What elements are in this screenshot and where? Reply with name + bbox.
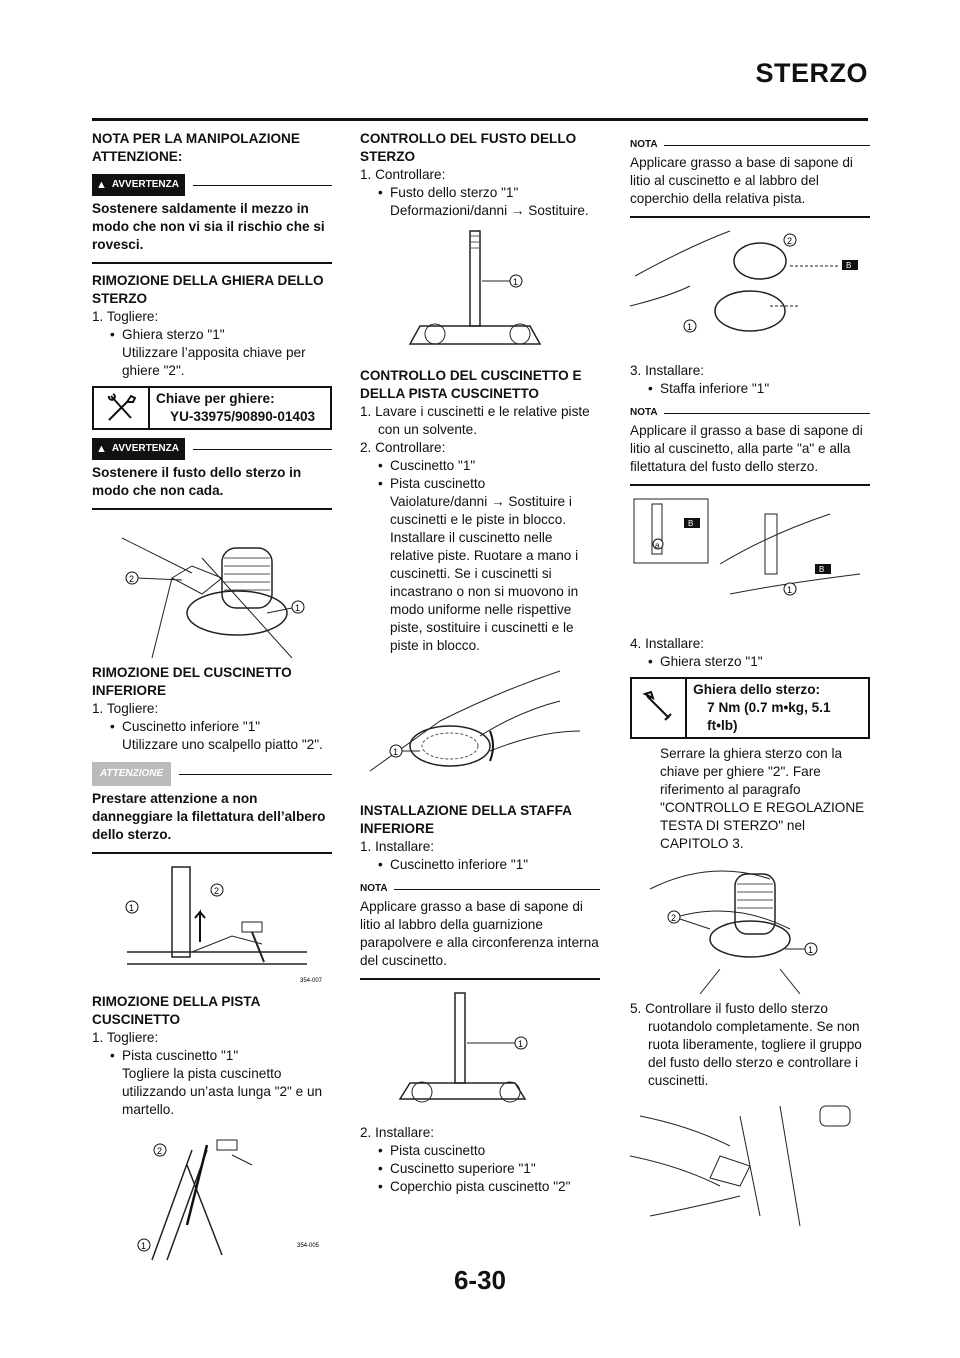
bullet: • Cuscinetto superiore "1" [360, 1160, 600, 1178]
nota-header: NOTA [630, 136, 870, 154]
svg-text:1: 1 [129, 903, 135, 913]
warning-text: Sostenere saldamente il mezzo in modo che non vi sia il rischio che si rovesci. [92, 201, 325, 252]
caution-box [92, 762, 332, 854]
figure-bearing-grease [630, 226, 870, 356]
caution-badge: ATTENZIONE [92, 762, 171, 786]
section-title-lower-bearing: RIMOZIONE DEL CUSCINETTO INFERIORE [92, 665, 292, 698]
svg-text:B: B [846, 261, 852, 270]
figure-lower-bearing-removal [92, 862, 332, 987]
figure-ring-tightening [630, 859, 870, 994]
bullet: • Coperchio pista cuscinetto "2" [360, 1178, 600, 1196]
svg-text:2: 2 [214, 886, 220, 896]
section-title-lower-bracket: INSTALLAZIONE DELLA STAFFA INFERIORE [360, 803, 572, 836]
page-title: STERZO [755, 58, 868, 88]
bullet: • Ghiera sterzo "1" [630, 653, 870, 671]
warning-triangle-icon: ▲ [96, 443, 107, 455]
sub-text: Utilizzare l’apposita chiave per ghiere "2". [122, 345, 306, 378]
figure-code: 354-005 [297, 1243, 320, 1249]
nota-text: Applicare grasso a base di sapone di litio al cuscinetto e al labbro del coperchio della relativa pista. [630, 155, 853, 206]
bullet: • Fusto dello sterzo "1" [360, 184, 600, 202]
svg-text:1: 1 [787, 585, 793, 595]
step: 3. Installare: [630, 363, 705, 378]
tool-box-ring-wrench: Chiave per ghiere: YU-33975/90890-01403 [92, 386, 332, 430]
svg-text:1: 1 [687, 322, 693, 332]
warning-box-2 [92, 438, 332, 510]
section-title-handling: NOTA PER LA MANIPOLAZIONE ATTENZIONE: [92, 131, 300, 164]
svg-text:a: a [655, 541, 660, 550]
bullet: • Staffa inferiore "1" [630, 380, 870, 398]
warning-triangle-icon: ▲ [96, 179, 107, 191]
figure-code: 354-007 [300, 978, 323, 984]
figure-lower-bracket-grease [630, 494, 870, 629]
step: 1. Controllare: [360, 167, 446, 182]
bullet: • Cuscinetto inferiore "1" [92, 718, 332, 736]
column-1 [92, 130, 332, 1271]
svg-text:2: 2 [671, 913, 677, 923]
step: 2. Controllare: [360, 440, 446, 455]
svg-text:1: 1 [393, 747, 399, 757]
section-title-stem-check: CONTROLLO DEL FUSTO DELLO STERZO [360, 131, 577, 164]
svg-text:1: 1 [808, 945, 814, 955]
step: 5. Controllare il fusto dello sterzo ruotandolo completamente. Se non ruota liberamente, togliere il gruppo del fusto dello sterzo e controllare i cuscinetti. [630, 1001, 862, 1088]
warning-badge: ▲ AVVERTENZA [92, 438, 185, 460]
caution-text: Prestare attenzione a non danneggiare la filettatura dell’albero dello sterzo. [92, 791, 326, 842]
step: 4. Installare: [630, 636, 705, 651]
bullet: • Pista cuscinetto "1" [92, 1047, 332, 1065]
svg-text:2: 2 [157, 1146, 163, 1156]
bullet: • Pista cuscinetto [360, 1142, 600, 1160]
sub-text: Utilizzare uno scalpello piatto "2". [122, 737, 323, 752]
warning-badge: ▲ AVVERTENZA [92, 174, 185, 196]
step: 1. Togliere: [92, 701, 159, 716]
figure-lower-bracket [360, 988, 600, 1118]
page-number: 6-30 [453, 1265, 507, 1295]
sub-text: Deformazioni/danni → Sostituire. [390, 203, 589, 218]
svg-text:1: 1 [518, 1039, 524, 1049]
figure-race-removal [92, 1125, 332, 1265]
nota-header: NOTA [360, 880, 600, 898]
warning-text: Sostenere il fusto dello sterzo in modo che non cada. [92, 465, 302, 498]
nota-text: Applicare il grasso a base di sapone di litio al cuscinetto, alla parte "a" e alla filettatura del fusto dello sterzo. [630, 423, 863, 474]
svg-text:2: 2 [129, 574, 135, 584]
bullet: • Cuscinetto inferiore "1" [360, 856, 600, 874]
column-2 [360, 130, 600, 1196]
header-rule [92, 118, 868, 121]
nota-header: NOTA [630, 404, 870, 422]
svg-text:B: B [819, 565, 825, 574]
svg-text:2: 2 [787, 236, 793, 246]
figure-bearing-rotation [360, 661, 600, 796]
section-title-ring-removal: RIMOZIONE DELLA GHIERA DELLO STERZO [92, 273, 324, 306]
bullet: • Ghiera sterzo "1" [92, 326, 332, 344]
tool-box-torque: Ghiera dello sterzo: 7 Nm (0.7 m•kg, 5.1 ft•lb) [630, 677, 870, 739]
torque-wrench-icon [632, 679, 687, 737]
bullet: • Pista cuscinetto [360, 475, 600, 493]
svg-text:1: 1 [513, 277, 519, 287]
section-title-bearing-check: CONTROLLO DEL CUSCINETTO E DELLA PISTA CUSCINETTO [360, 368, 582, 401]
figure-steering-stem [360, 226, 600, 361]
section-title-race-removal: RIMOZIONE DELLA PISTA CUSCINETTO [92, 994, 260, 1027]
nota-text: Applicare grasso a base di sapone di litio al labbro della guarnizione parapolvere e alla circonferenza interna del cuscinetto. [360, 899, 599, 968]
sub-text: Togliere la pista cuscinetto utilizzando un’asta lunga "2" e un martello. [122, 1066, 323, 1117]
svg-text:1: 1 [295, 603, 301, 613]
step: 1. Lavare i cuscinetti e le relative piste con un solvente. [360, 404, 590, 437]
step: 1. Togliere: [92, 309, 159, 324]
wrench-icon [94, 388, 150, 428]
sub-text: Vaiolature/danni → Sostituire i cuscinetti e le piste in blocco. Installare il cuscinetto nelle relative piste. Ruotare a mano i cuscinetti. Se i cuscinetti si incastrano o non si muovono in modo uniforme nelle rispettive piste, sostituire i cuscinetti e le piste in blocco. [390, 494, 579, 653]
sub-text: Serrare la ghiera sterzo con la chiave per ghiere "2". Fare riferimento al paragrafo "CONTROLLO E REGOLAZIONE TESTA DI STERZO" nel CAPITOLO 3. [660, 746, 865, 851]
step: 1. Installare: [360, 839, 435, 854]
figure-steering-ring-removal [92, 518, 332, 658]
column-3 [630, 130, 870, 1242]
svg-text:1: 1 [141, 1241, 147, 1251]
step: 1. Togliere: [92, 1030, 159, 1045]
warning-box-1 [92, 174, 332, 264]
svg-text:B: B [688, 519, 694, 528]
step: 2. Installare: [360, 1125, 435, 1140]
figure-stem-rotation-check [630, 1096, 870, 1236]
bullet: • Cuscinetto "1" [360, 457, 600, 475]
